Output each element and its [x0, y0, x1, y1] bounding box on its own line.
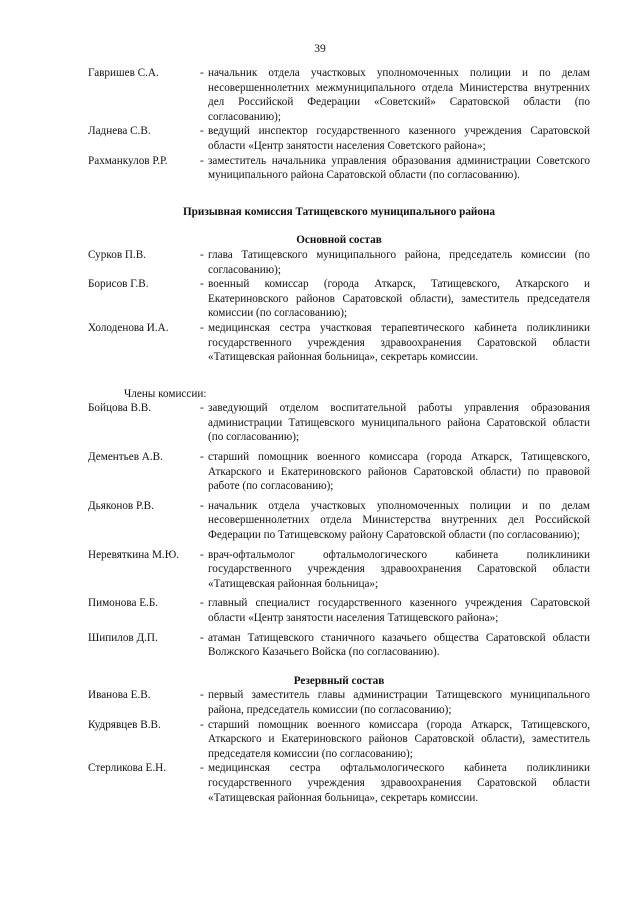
document-body	[88, 66, 590, 805]
dash: -	[200, 248, 204, 261]
spacer	[88, 365, 590, 387]
dash: -	[200, 402, 204, 415]
person-position: ведущий инспектор государственного казенного учреждения Саратовской области «Центр занятости населения Советского района»;	[208, 125, 590, 152]
entry-row	[88, 499, 590, 543]
person-name: Дементьев А.В.	[88, 451, 163, 464]
person-position: глава Татищевского муниципального района, председатель комиссии (по согласованию);	[208, 248, 590, 276]
reserve-composition-heading: Резервный состав	[293, 674, 385, 687]
main-composition-list	[88, 248, 590, 365]
person-position: заместитель начальника управления образования администрации Советского муниципального района Саратовской области (по согласованию).	[208, 154, 590, 182]
entry-row	[88, 66, 590, 124]
dash: -	[200, 762, 204, 775]
members-list	[88, 401, 590, 660]
person-name: Неревяткина М.Ю.	[88, 548, 179, 561]
person-name: Дьяконов Р.В.	[88, 499, 154, 512]
person-position: атаман Татищевского станичного казачьего общества Саратовской области Волжского Казачьего Войска (по согласованию).	[208, 631, 590, 659]
person-position: главный специалист государственного казенного учреждения Саратовской области «Центр занятости населения Татищевского района»;	[208, 597, 590, 624]
entry-row	[88, 321, 590, 365]
dash: -	[200, 689, 204, 702]
entry-row	[88, 596, 590, 625]
spacer	[88, 219, 590, 233]
entry-row	[88, 401, 590, 445]
person-name: Борисов Г.В.	[88, 278, 149, 291]
main-composition-heading: Основной состав	[296, 234, 382, 247]
members-label: Члены комиссии:	[124, 387, 207, 400]
person-name: Рахманкулов Р.Р.	[88, 154, 168, 167]
person-position: старший помощник военного комиссара (города Аткарск, Татищевского, Аткарского и Екатериновского районов Саратовской области) по правовой работе (по согласованию);	[208, 451, 590, 493]
entry-row	[88, 450, 590, 494]
entry-row	[88, 718, 590, 762]
entry-row	[88, 248, 590, 277]
dash: -	[200, 499, 204, 512]
person-name: Гавришев С.А.	[88, 67, 159, 79]
person-name: Стерликова Е.Н.	[88, 762, 167, 775]
person-position: медицинская сестра участковая терапевтического кабинета поликлиники государственного учреждения здравоохранения Саратовской области «Татищевская районная больница», секретарь комиссии.	[208, 321, 590, 364]
person-position: старший помощник военного комиссара (города Аткарск, Татищевского, Аткарского и Екатериновского районов Саратовской области), заместитель председателя комиссии (по согласованию);	[208, 718, 590, 760]
person-name: Шипилов Д.П.	[88, 631, 158, 644]
entry-row	[88, 277, 590, 321]
dash: -	[200, 451, 204, 464]
person-position: военный комиссар (города Аткарск, Татищевского, Аткарского и Екатериновского районов Саратовской области), заместитель председателя комиссии (по согласованию);	[208, 278, 590, 320]
person-name: Иванова Е.В.	[88, 689, 151, 702]
dash: -	[200, 597, 204, 610]
entry-row	[88, 688, 590, 717]
dash: -	[200, 548, 204, 561]
person-name: Кудрявцев В.В.	[88, 718, 161, 731]
person-name: Сурков П.В.	[88, 248, 147, 261]
spacer	[88, 660, 590, 674]
person-name: Ладнева С.В.	[88, 125, 151, 138]
person-name: Бойцова В.В.	[88, 402, 152, 415]
entry-row	[88, 761, 590, 805]
entry-row	[88, 154, 590, 183]
dash: -	[200, 718, 204, 731]
person-name: Холоденова И.А.	[88, 321, 169, 334]
page-number: 39	[314, 43, 326, 55]
dash: -	[200, 278, 204, 291]
person-position: врач-офтальмолог офтальмологического кабинета поликлиники государственного учреждения здравоохранения Саратовской области «Татищевская районная больница»;	[208, 548, 590, 590]
dash: -	[200, 631, 204, 644]
spacer	[88, 183, 590, 205]
reserve-composition-list	[88, 688, 590, 805]
dash: -	[200, 154, 204, 167]
person-position: первый заместитель главы администрации Татищевского муниципального района, председатель комиссии (по согласованию);	[208, 689, 590, 716]
person-position: начальник отдела участковых уполномоченных полиции и по делам несовершеннолетних межмуниципального отдела Министерства внутренних дел Российской Федерации «Советский» Саратовской области (по согласованию);	[208, 67, 590, 123]
dash: -	[200, 125, 204, 138]
dash: -	[200, 67, 204, 79]
entry-row	[88, 124, 590, 153]
person-position: начальник отдела участковых уполномоченных полиции и по делам несовершеннолетних отдела Министерства внутренних дел Российской Федерации по Татищевскому району Саратовской области (по согласованию);	[208, 499, 590, 542]
person-name: Пимонова Е.Б.	[88, 597, 159, 610]
top-entries	[88, 66, 590, 183]
dash: -	[200, 321, 204, 334]
person-position: заведующий отделом воспитательной работы управления образования администрации Татищевского муниципального района Саратовской области (по согласованию);	[208, 402, 590, 444]
person-position: медицинская сестра офтальмологического кабинета поликлиники государственного учреждения здравоохранения Саратовской области «Татищевская районная больница», секретарь комиссии.	[208, 762, 590, 804]
entry-row	[88, 548, 590, 592]
commission-title: Призывная комиссия Татищевского муниципального района	[182, 205, 496, 218]
entry-row	[88, 631, 590, 660]
